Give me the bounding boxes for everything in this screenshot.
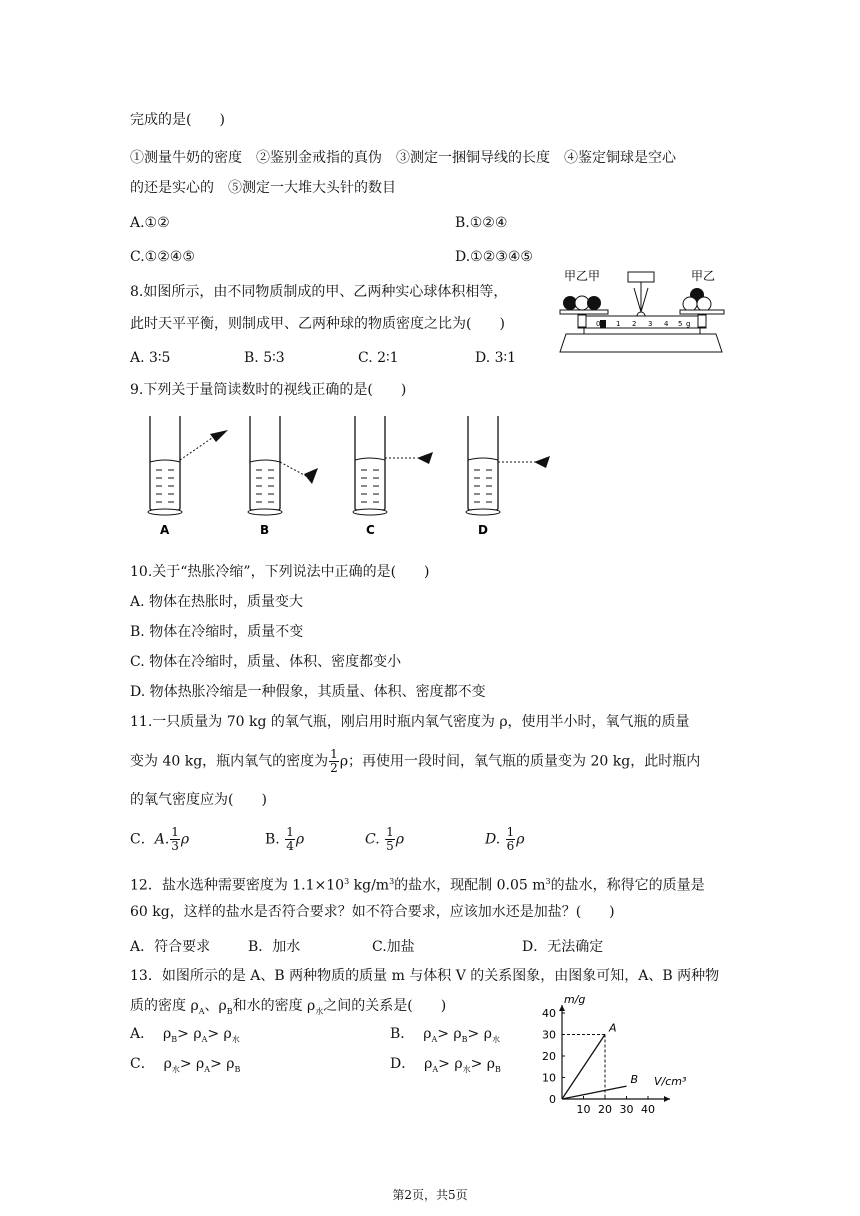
fraction: [506, 826, 516, 853]
eye-icon: [304, 468, 318, 484]
option-label: B．: [390, 1026, 415, 1042]
eye-icon: [210, 430, 228, 442]
series-label-a: A: [609, 1021, 617, 1035]
option-label: B.: [265, 831, 280, 848]
fraction-denominator: 4: [286, 839, 294, 853]
rider: [600, 320, 606, 328]
eye-icon: [534, 456, 550, 468]
q7-items-line1: ①测量牛奶的密度 ②鉴别金戒指的真伪 ③测定一捆铜导线的长度 ④鉴定铜球是空心: [130, 150, 676, 166]
x-axis-arrow: [664, 1096, 670, 1102]
ball-yi: [575, 296, 589, 310]
option-prefix: C．: [130, 831, 155, 848]
fraction-denominator: 6: [506, 839, 515, 853]
left-pan: [560, 310, 608, 314]
relation: > ρ: [470, 1056, 495, 1072]
fraction-numerator: 1: [286, 825, 294, 839]
fraction-numerator: 1: [386, 825, 394, 839]
relation: > ρ: [210, 1056, 235, 1072]
scale-tick: g: [686, 320, 691, 328]
ball-jia: [587, 296, 601, 310]
q11-line2-start: 变为 40 kg，瓶内氧气的密度为: [130, 753, 329, 770]
scale-tick: 3: [648, 320, 653, 328]
superscript: 3: [389, 877, 395, 886]
scale-tick: 1: [616, 320, 621, 328]
q12-text: 的盐水，现配制 0.05 m: [394, 877, 546, 894]
q12-option-b: B．加水: [248, 939, 301, 955]
mass-volume-chart: [520, 995, 720, 1120]
balance-right-label: 甲乙: [691, 269, 716, 283]
q11-option-d: [485, 826, 525, 853]
rho-symbol: ρ: [516, 831, 525, 848]
q11-option-a: [130, 826, 189, 853]
q12-text: 的盐水，称得它的质量是: [550, 877, 705, 894]
series-line-a: [562, 1035, 605, 1100]
q11-line1: 11.一只质量为 70 kg 的氧气瓶，刚启用时瓶内氧气密度为 ρ，使用半小时，氧气瓶的质量: [130, 714, 690, 730]
q7-items-line2: 的还是实心的 ⑤测定一大堆大头针的数目: [130, 180, 396, 196]
q7-option-c: C.①②④⑤: [130, 249, 195, 265]
subscript: B: [234, 1064, 241, 1074]
option-label: C.: [365, 831, 380, 848]
y-tick-label: 10: [542, 1071, 556, 1085]
y-axis-label: m/g: [564, 993, 586, 1006]
option-label: A．: [130, 1026, 155, 1042]
q11-line3: 的氧气密度应为( ): [130, 792, 267, 808]
q7-stem-tail: 完成的是( ): [130, 112, 225, 128]
q13-option-c: [130, 1054, 240, 1080]
superscript: 3: [344, 877, 350, 886]
relation: > ρ: [177, 1026, 202, 1042]
rho-symbol: ρ: [163, 1056, 172, 1072]
series-label-b: B: [630, 1073, 639, 1087]
option-label: C．: [130, 1056, 155, 1072]
q12-line1: [130, 872, 705, 896]
q7-option-b: B.①②④: [455, 215, 508, 231]
balance-base: [560, 334, 722, 352]
q13-line2: [130, 996, 446, 1022]
y-tick-label: 40: [542, 1007, 556, 1020]
fraction: [170, 826, 180, 853]
q13-text: 、ρ: [204, 998, 227, 1014]
subscript: A: [432, 1064, 439, 1074]
subscript: 水: [315, 1006, 324, 1016]
q9-stem: 9.下列关于量筒读数时的视线正确的是( ): [130, 382, 407, 398]
subscript: B: [171, 1034, 178, 1044]
q8-option-c: C. 2∶1: [358, 350, 399, 366]
cylinder-b: [248, 416, 318, 515]
relation: > ρ: [467, 1026, 492, 1042]
scale-tick: 0: [596, 320, 601, 328]
fraction-numerator: 1: [330, 747, 338, 761]
q12-text: 12．盐水选种需要密度为 1.1×10: [130, 877, 345, 894]
q8-option-b: B. 5∶3: [244, 350, 285, 366]
option-label: D.: [485, 831, 501, 848]
cylinders-figure: [140, 410, 560, 540]
q13-text: 和水的密度 ρ: [232, 998, 316, 1014]
subscript: B: [461, 1034, 468, 1044]
q10-stem: 10.关于“热胀冷缩”，下列说法中正确的是( ): [130, 564, 430, 580]
fraction-denominator: 5: [386, 839, 394, 853]
subscript: A: [201, 1034, 208, 1044]
q12-text: kg/m: [349, 877, 390, 894]
option-label: A.: [154, 831, 170, 848]
x-tick-label: 30: [619, 1103, 634, 1116]
subscript: 水: [171, 1064, 180, 1074]
x-tick-label: 40: [641, 1103, 655, 1116]
q13-text: 之间的关系是( ): [323, 998, 447, 1014]
cylinder-label-a: A: [160, 523, 170, 537]
subscript: A: [431, 1034, 438, 1044]
q10-option-d: D. 物体热胀冷缩是一种假象，其质量、体积、密度都不变: [130, 684, 486, 700]
subscript: 水: [491, 1034, 500, 1044]
relation: > ρ: [179, 1056, 205, 1072]
cylinder-c: [353, 416, 433, 515]
q13-line1: 13．如图所示的是 A、B 两种物质的质量 m 与体积 V 的关系图象，由图象可知，A、B 两种物: [130, 968, 720, 984]
option-label: D．: [390, 1056, 416, 1072]
q12-option-a: A．符合要求: [130, 939, 211, 955]
fraction-denominator: 2: [330, 761, 338, 775]
cylinder-label-c: C: [366, 523, 375, 537]
q8-option-d: D. 3∶1: [475, 350, 517, 366]
cylinder-a: [148, 416, 228, 515]
q10-option-a: A. 物体在热胀时，质量变大: [130, 594, 304, 610]
q10-option-c: C. 物体在冷缩时，质量、体积、密度都变小: [130, 654, 402, 670]
balance-left-label: 甲乙甲: [564, 269, 601, 283]
relation: > ρ: [438, 1056, 463, 1072]
scale-tick: 2: [632, 320, 637, 328]
subscript: A: [198, 1006, 205, 1016]
q7-option-d: D.①②③④⑤: [455, 249, 533, 265]
page-footer: 第2页，共5页: [392, 1188, 468, 1202]
q13-text: 质的密度 ρ: [130, 998, 199, 1014]
q8-option-a: A. 3∶5: [130, 350, 171, 366]
rho-symbol: ρ: [395, 831, 404, 848]
right-pan: [680, 310, 724, 314]
cylinder-label-b: B: [260, 523, 270, 537]
fraction: [385, 826, 395, 853]
q8-line2: 此时天平平衡，则制成甲、乙两种球的物质密度之比为( ): [130, 316, 505, 332]
ball-yi: [697, 297, 711, 311]
dial: [628, 272, 654, 282]
fraction-denominator: 3: [171, 839, 179, 853]
scale-tick: 4: [664, 320, 669, 328]
rho-symbol: ρ: [423, 1026, 432, 1042]
subscript: 水: [231, 1034, 240, 1044]
q12-option-c: C.加盐: [372, 939, 415, 955]
q13-option-a: [130, 1024, 240, 1050]
cylinder-d: [466, 416, 550, 515]
q11-option-c: [365, 826, 404, 853]
subscript: 水: [462, 1064, 471, 1074]
fraction-numerator: 1: [506, 825, 515, 839]
subscript: A: [204, 1064, 211, 1074]
cylinder-label-d: D: [478, 523, 488, 537]
balance-figure: [556, 266, 726, 362]
ball-yi: [683, 297, 697, 311]
q11-option-b: [265, 826, 304, 853]
fraction-one-half: [329, 748, 339, 775]
relation: > ρ: [437, 1026, 462, 1042]
y-tick-label: 30: [542, 1028, 556, 1042]
q11-line2-end: ρ；再使用一段时间，氧气瓶的质量变为 20 kg，此时瓶内: [339, 753, 701, 770]
superscript: 3: [545, 877, 551, 886]
q11-line2: [130, 748, 700, 775]
y-tick-label: 20: [542, 1050, 556, 1063]
x-axis-label: V/cm³: [654, 1075, 687, 1088]
q12-option-d: D．无法确定: [522, 939, 604, 955]
q13-option-d: [390, 1054, 501, 1080]
rho-symbol: ρ: [180, 831, 190, 848]
rho-symbol: ρ: [295, 831, 305, 848]
q8-line1: 8.如图所示，由不同物质制成的甲、乙两种实心球体积相等，: [130, 284, 508, 300]
y-tick-label: 0: [549, 1093, 556, 1106]
x-tick-label: 20: [598, 1103, 612, 1116]
q7-option-a: A.①②: [130, 215, 170, 231]
rho-symbol: ρ: [424, 1056, 433, 1072]
fraction: [285, 826, 295, 853]
q10-option-b: B. 物体在冷缩时，质量不变: [130, 624, 304, 640]
subscript: B: [495, 1064, 501, 1074]
q12-line2: 60 kg，这样的盐水是否符合要求？如不符合要求，应该加水还是加盐？( ): [130, 904, 615, 920]
scale-tick: 5: [678, 320, 683, 328]
subscript: B: [226, 1006, 233, 1016]
q13-option-b: [390, 1024, 500, 1050]
relation: > ρ: [207, 1026, 232, 1042]
x-tick-label: 10: [576, 1103, 591, 1116]
fraction-numerator: 1: [171, 825, 179, 839]
rho-symbol: ρ: [163, 1026, 172, 1042]
eye-icon: [417, 452, 433, 464]
series-line-b: [562, 1086, 627, 1099]
